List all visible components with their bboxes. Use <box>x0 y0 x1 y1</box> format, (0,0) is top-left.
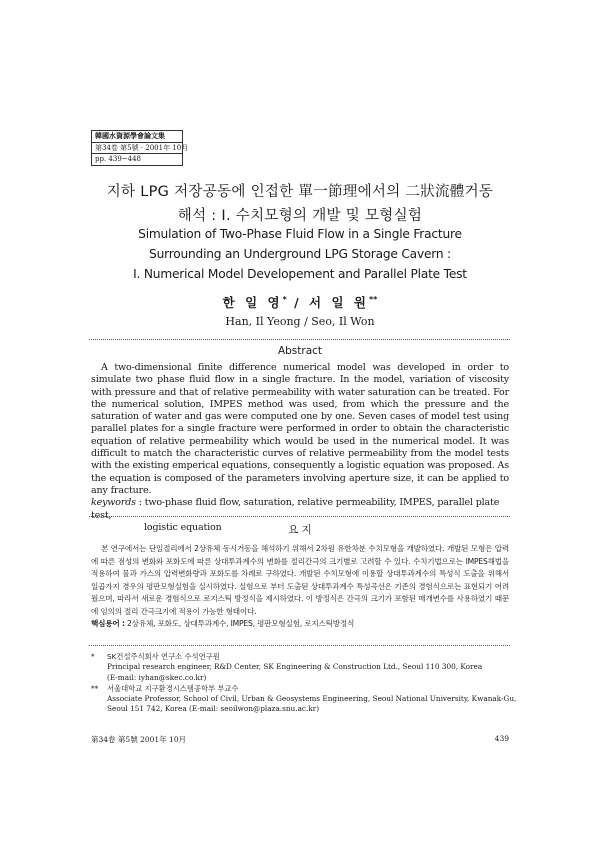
keywords-line-2: logistic equation <box>144 521 222 533</box>
footnote-1-mark: * <box>91 652 95 661</box>
journal-name: 韓國水資源學會論文集 <box>95 131 165 140</box>
footnotes-divider <box>89 645 510 646</box>
footnote-2-mark: ** <box>91 683 99 693</box>
author-footnotes <box>91 652 517 716</box>
footnote-2-affiliation: Associate Professor, School of Civil, Urban & Geosystems Engineering, Seoul National University, Kwanak-Gu, <box>107 694 517 704</box>
footer-issue: 第34卷 第5號 2001年 10月 <box>91 735 187 744</box>
page-number: 439 <box>494 734 509 743</box>
abstract-keywords-row: keywords : two-phase fluid flow, saturation, relative permeability, IMPES, parallel plate test, <box>91 497 500 521</box>
keywords-label: keywords <box>91 497 136 509</box>
korean-authors <box>0 293 600 311</box>
abstract-body: A two-dimensional finite difference numerical model was developed in order to simulate two phase fluid flow in a single fracture. In the model, variation of viscosity with pressure and that of relative permeability with water saturation can be treated. For the numerical solution, IMPES method was used, from which the pressure and the saturation of water and gas were computed one by one. Seven cases of model test using parallel plates for a single fracture were performed in order to obtain the characteristic equation of relative permeability which would be used in the numerical model. It was difficult to match the characteristic curves of relative permeability from the model tests with the existing emperical equations, consequently a logistic equation was proposed. As the equation is composed of the parameters involving aperture size, it can be applied to any fracture. <box>91 362 509 496</box>
korean-summary-section <box>91 543 509 631</box>
english-title-line-2: Surrounding an Underground LPG Storage Cavern : <box>149 247 451 261</box>
journal-info-box <box>91 130 189 166</box>
abstract-section <box>91 362 509 534</box>
korean-keywords: 2상유체, 포화도, 상대투과계수, IMPES, 평판모형실험, 로지스틱방정식 <box>127 619 355 628</box>
yoji-top-divider <box>89 516 510 517</box>
author-2-footnote-mark: ** <box>368 294 378 304</box>
yoji-heading: 요 지 <box>288 524 312 536</box>
abstract-top-divider <box>89 339 510 340</box>
english-title-line-1: Simulation of Two-Phase Fluid Flow in a Single Fracture <box>138 227 462 241</box>
abstract-heading: Abstract <box>277 345 323 357</box>
footnote-2-korean: 서울대학교 지구환경시스템공학부 부교수 <box>107 683 239 693</box>
footnote-1 <box>91 652 509 683</box>
footnote-1-affiliation: Principal research engineer, R&D Center, SK Engineering & Construction Ltd., Seoul 110 300, Korea <box>107 662 483 672</box>
korean-title-line-2: 해석 : Ⅰ. 수치모형의 개발 및 모형실험 <box>177 208 423 224</box>
footnote-1-email: (E-mail: iyhan@skec.co.kr) <box>107 672 207 682</box>
author-1-name: 한 일 영 <box>222 295 283 310</box>
keywords-line-1: two-phase fluid flow, saturation, relative permeability, IMPES, parallel plate test, <box>91 497 500 521</box>
korean-title-line-1: 지하 LPG 저장공동에 인접한 單一節理에서의 二狀流體거동 <box>106 184 494 200</box>
korean-keywords-row <box>91 618 509 631</box>
korean-summary-body: 본 연구에서는 단일절리에서 2상유체 동시거동을 해석하기 위해서 2차원 유한차분 수치모형을 개발하였다. 개발된 모형은 압력에 따른 점성의 변화와 포화도에 따른 상대투과계수의 변화를 절리간극의 크기별로 고려할 수 있다. 수치기법으로는 IMPES해법을 적용하여 물과 가스의 압력변화량과 포화도를 차례로 구하였다. 개발된 수치모형에 이용할 상대투과계수의 특성식 도출을 위해서 일곱가지 경우의 평판모형실험을 실시하였다. 실험으로 부터 도출된 상대투과계수 특성곡선은 기존의 경험식으로는 표현되기 어려웠으며, 따라서 새로운 경험식으로 로지스틱 방정식을 제시하였다. 이 방정식은 간극의 크기가 포함된 매개변수를 사용하였기 때문에 임의의 절리 간극크기에 적용이 가능한 형태이다. <box>91 544 509 616</box>
english-title-line-3: Ⅰ. Numerical Model Developement and Parallel Plate Test <box>133 267 467 281</box>
journal-volume-issue: 第34卷 第5號 · 2001年 10月 <box>92 142 182 154</box>
footnote-2 <box>91 683 517 715</box>
footnote-1-korean: SK건설주식회사 연구소 수석연구원 <box>107 652 220 661</box>
author-1-footnote-mark: * <box>282 294 287 304</box>
korean-keywords-label: 핵심용어 : <box>91 619 125 628</box>
journal-pages: pp. 439~448 <box>92 153 182 165</box>
footnote-2-address: Seoul 151 742, Korea (E-mail: seoilwon@plaza.snu.ac.kr) <box>107 704 320 714</box>
author-2-name: 서 일 원 <box>309 295 369 310</box>
english-authors: Han, Il Yeong / Seo, Il Won <box>225 315 375 328</box>
author-separator: / <box>286 295 310 310</box>
